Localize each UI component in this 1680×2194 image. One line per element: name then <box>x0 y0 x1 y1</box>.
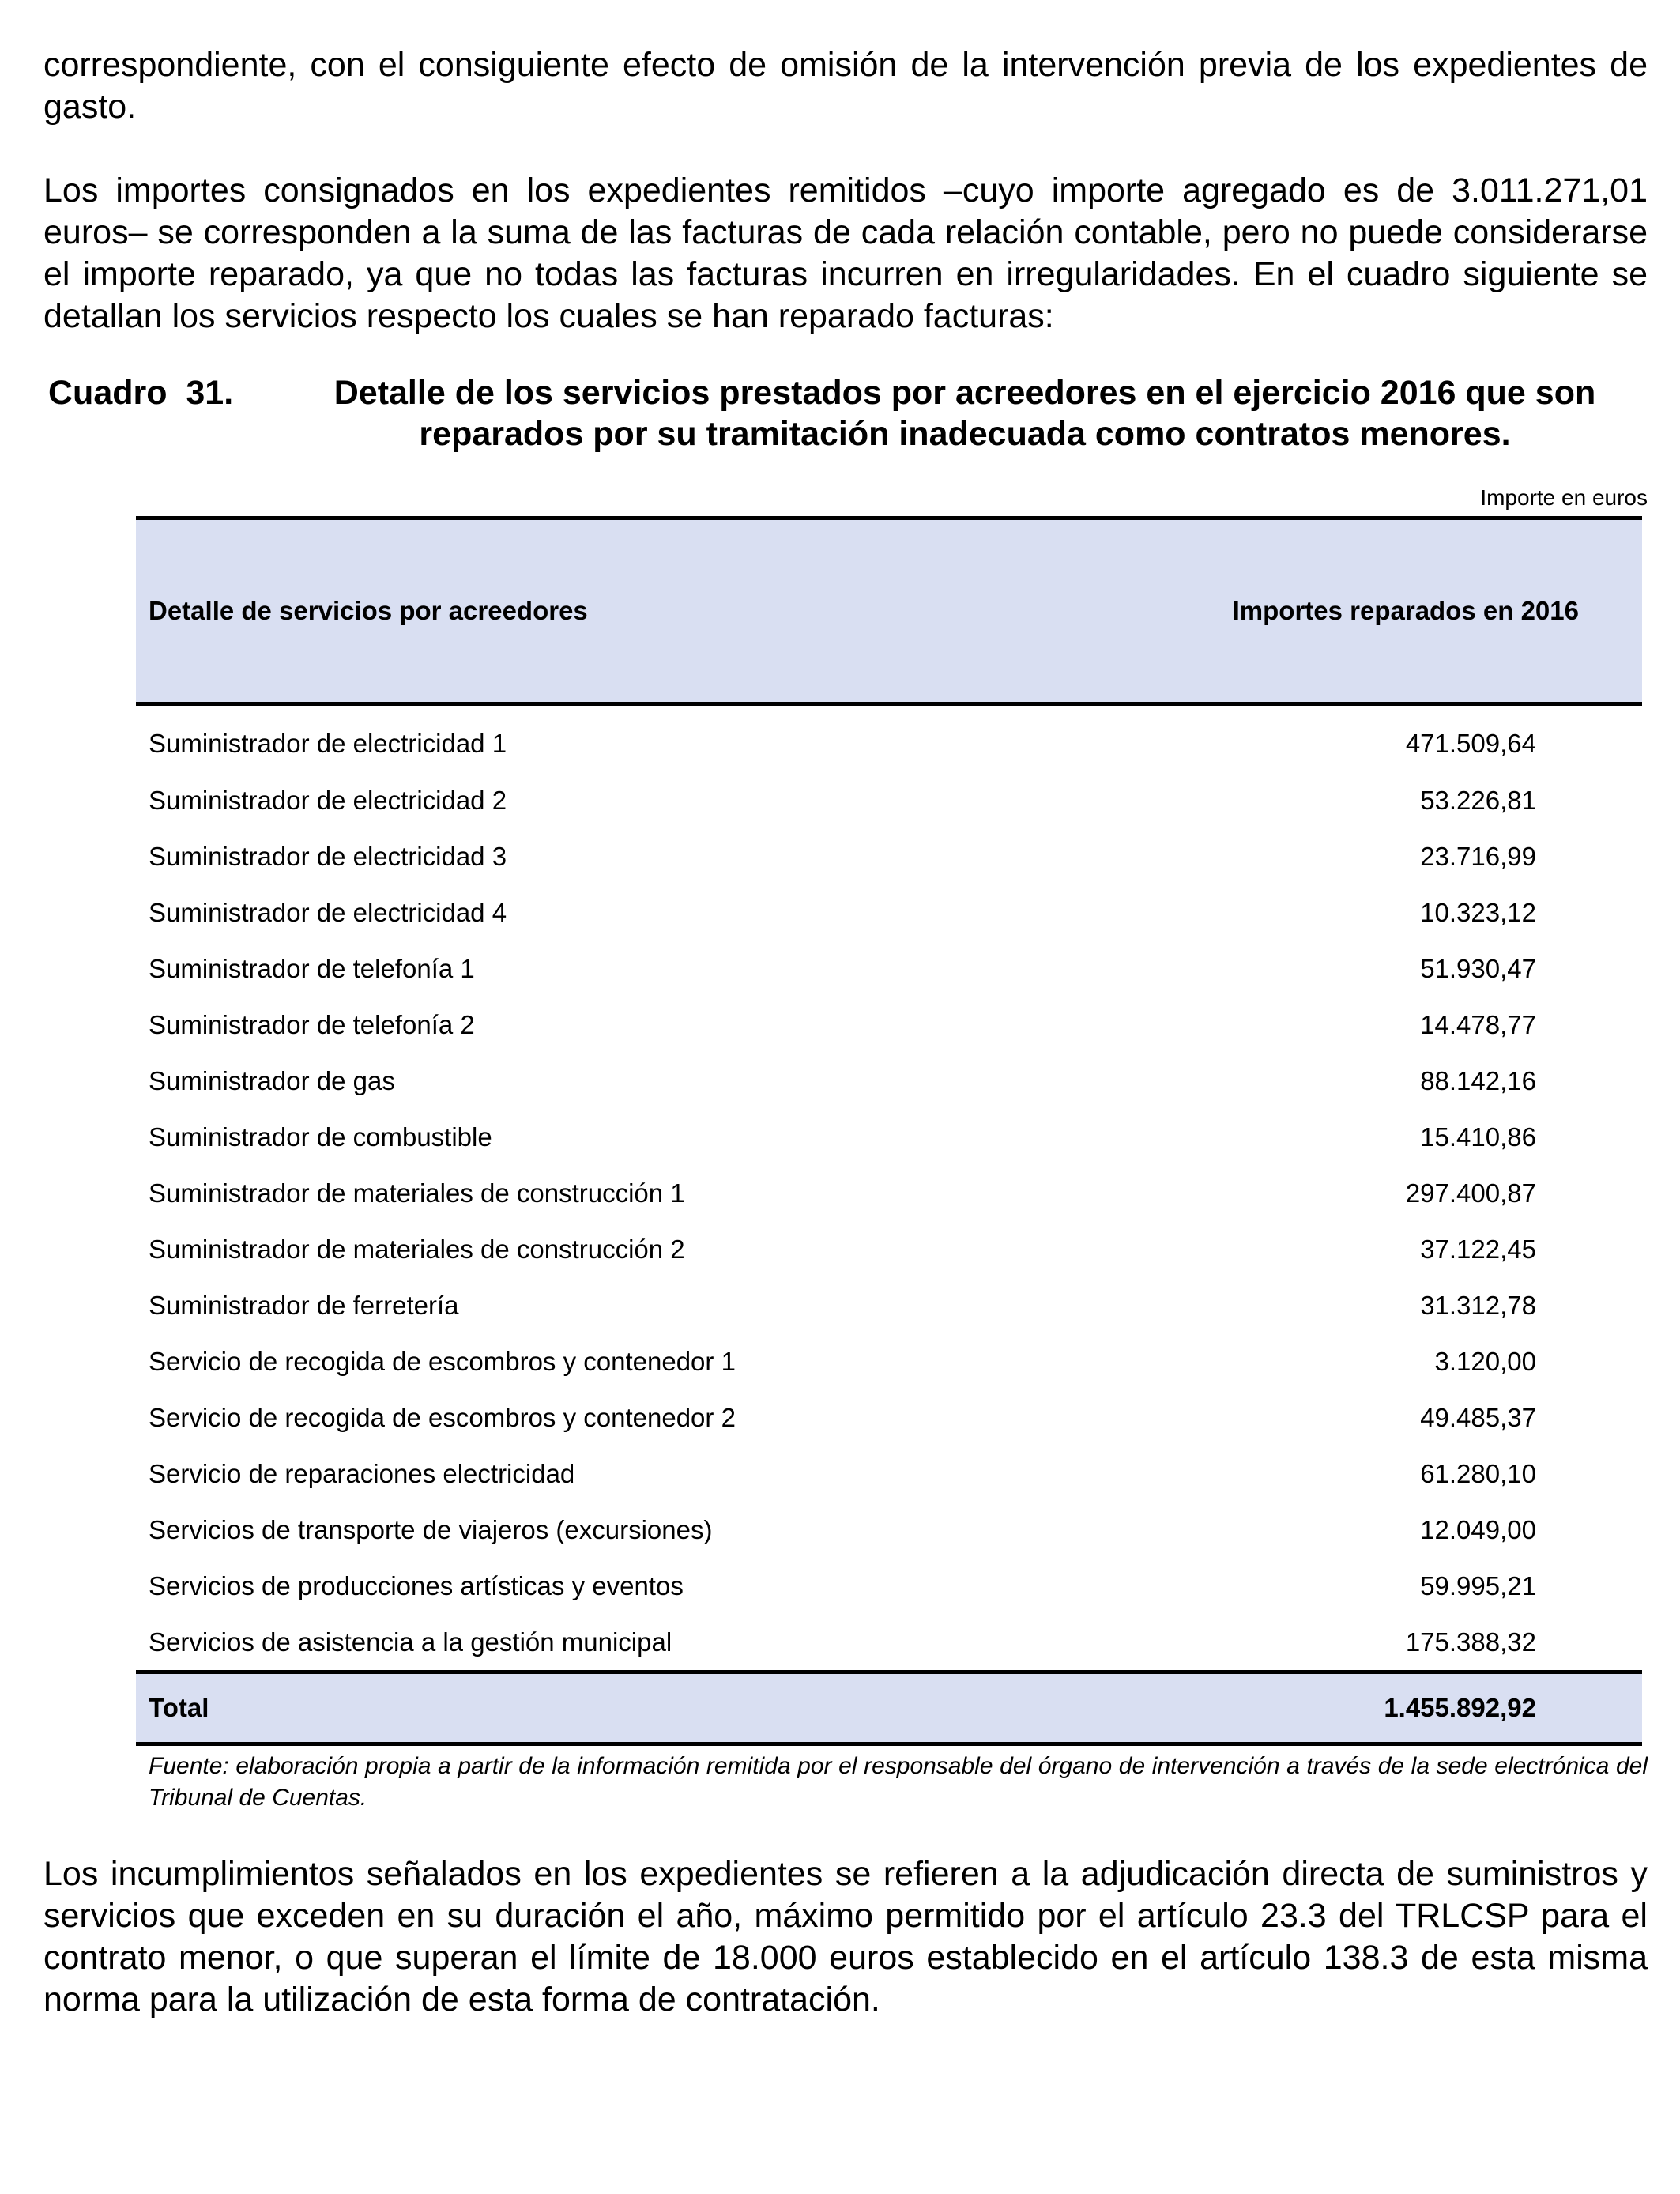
header-amount: Importes reparados en 2016 <box>1019 518 1642 704</box>
table-row <box>136 1165 1642 1221</box>
total-label: Total <box>136 1672 1019 1744</box>
row-label: Servicio de recogida de escombros y contenedor 1 <box>149 1346 736 1376</box>
row-label: Suministrador de ferretería <box>149 1290 459 1320</box>
row-label: Servicios de producciones artísticas y eventos <box>149 1570 684 1600</box>
table-row <box>136 941 1642 997</box>
row-label: Suministrador de electricidad 2 <box>149 785 507 815</box>
table-row <box>136 1109 1642 1165</box>
row-label: Suministrador de combustible <box>149 1122 492 1152</box>
row-label: Suministrador de telefonía 1 <box>149 953 475 983</box>
table-total-row <box>136 1672 1642 1744</box>
table-row <box>136 1389 1642 1446</box>
table-row <box>136 828 1642 884</box>
table-row <box>136 1558 1642 1614</box>
table-row <box>136 997 1642 1053</box>
row-amount: 31.312,78 <box>1420 1290 1536 1320</box>
table-body <box>136 704 1642 1672</box>
paragraph-importes: Los importes consignados en los expedientes remitidos –cuyo importe agregado es de 3.011.271,01 euros– se corresponden a la suma de las facturas de cada relación contable, pero no puede considerarse el importe reparado, ya que no todas las facturas incurren en irregularidades. En el cuadro siguiente se detallan los servicios respecto los cuales se han reparado facturas: <box>43 172 1648 335</box>
table-row <box>136 1277 1642 1333</box>
row-label: Suministrador de gas <box>149 1065 395 1095</box>
services-table <box>136 516 1642 1746</box>
row-label: Suministrador de materiales de construcción 1 <box>149 1178 685 1208</box>
row-amount: 37.122,45 <box>1420 1234 1536 1264</box>
row-amount: 51.930,47 <box>1420 953 1536 983</box>
document-page <box>43 44 1648 2021</box>
table-header-row <box>136 518 1642 704</box>
row-amount: 53.226,81 <box>1420 785 1536 815</box>
row-amount: 10.323,12 <box>1420 897 1536 927</box>
table-row <box>136 1333 1642 1389</box>
row-label: Servicios de asistencia a la gestión municipal <box>149 1627 672 1657</box>
row-amount: 14.478,77 <box>1420 1009 1536 1039</box>
row-label: Servicios de transporte de viajeros (excursiones) <box>149 1514 713 1544</box>
row-amount: 175.388,32 <box>1405 1627 1536 1657</box>
row-amount: 49.485,37 <box>1420 1402 1536 1432</box>
row-label: Servicio de recogida de escombros y contenedor 2 <box>149 1402 736 1432</box>
row-amount: 297.400,87 <box>1405 1178 1536 1208</box>
table-caption <box>48 372 1648 454</box>
row-amount: 23.716,99 <box>1420 841 1536 871</box>
table-row <box>136 704 1642 773</box>
row-amount: 15.410,86 <box>1420 1122 1536 1152</box>
paragraph-intro: correspondiente, con el consiguiente efecto de omisión de la intervención previa de los expedientes de gasto. <box>43 46 1648 126</box>
row-amount: 3.120,00 <box>1434 1346 1536 1376</box>
row-amount: 61.280,10 <box>1420 1458 1536 1488</box>
row-amount: 12.049,00 <box>1420 1514 1536 1544</box>
table-row <box>136 772 1642 828</box>
row-label: Suministrador de telefonía 2 <box>149 1009 475 1039</box>
table-row <box>136 1053 1642 1109</box>
row-label: Suministrador de electricidad 1 <box>149 729 507 758</box>
unit-note: Importe en euros <box>1480 485 1648 510</box>
total-amount: 1.455.892,92 <box>1019 1672 1642 1744</box>
table-row <box>136 1221 1642 1277</box>
row-amount: 88.142,16 <box>1420 1065 1536 1095</box>
row-amount: 471.509,64 <box>1405 729 1536 758</box>
table-row <box>136 1502 1642 1558</box>
table-source-note: Fuente: elaboración propia a partir de la información remitida por el responsable del órgano de intervención a través de la sede electrónica del Tribunal de Cuentas. <box>149 1753 1648 1811</box>
row-label: Suministrador de materiales de construcción 2 <box>149 1234 685 1264</box>
table-row <box>136 1446 1642 1502</box>
table-row <box>136 1614 1642 1672</box>
caption-number: Cuadro 31. <box>48 374 234 412</box>
row-amount: 59.995,21 <box>1420 1570 1536 1600</box>
row-label: Suministrador de electricidad 4 <box>149 897 507 927</box>
table-row <box>136 884 1642 941</box>
caption-title: Detalle de los servicios prestados por acreedores en el ejercicio 2016 que son reparados por su tramitación inadecuada como contratos menores. <box>333 374 1596 453</box>
row-label: Servicio de reparaciones electricidad <box>149 1458 575 1488</box>
header-detail: Detalle de servicios por acreedores <box>136 518 1019 704</box>
paragraph-incumplimientos: Los incumplimientos señalados en los expedientes se refieren a la adjudicación directa de suministros y servicios que exceden en su duración el año, máximo permitido por el artículo 23.3 del TRLCSP para el contrato menor, o que superan el límite de 18.000 euros establecido en el artículo 138.3 de esta misma norma para la utilización de esta forma de contratación. <box>43 1855 1648 2019</box>
row-label: Suministrador de electricidad 3 <box>149 841 507 871</box>
